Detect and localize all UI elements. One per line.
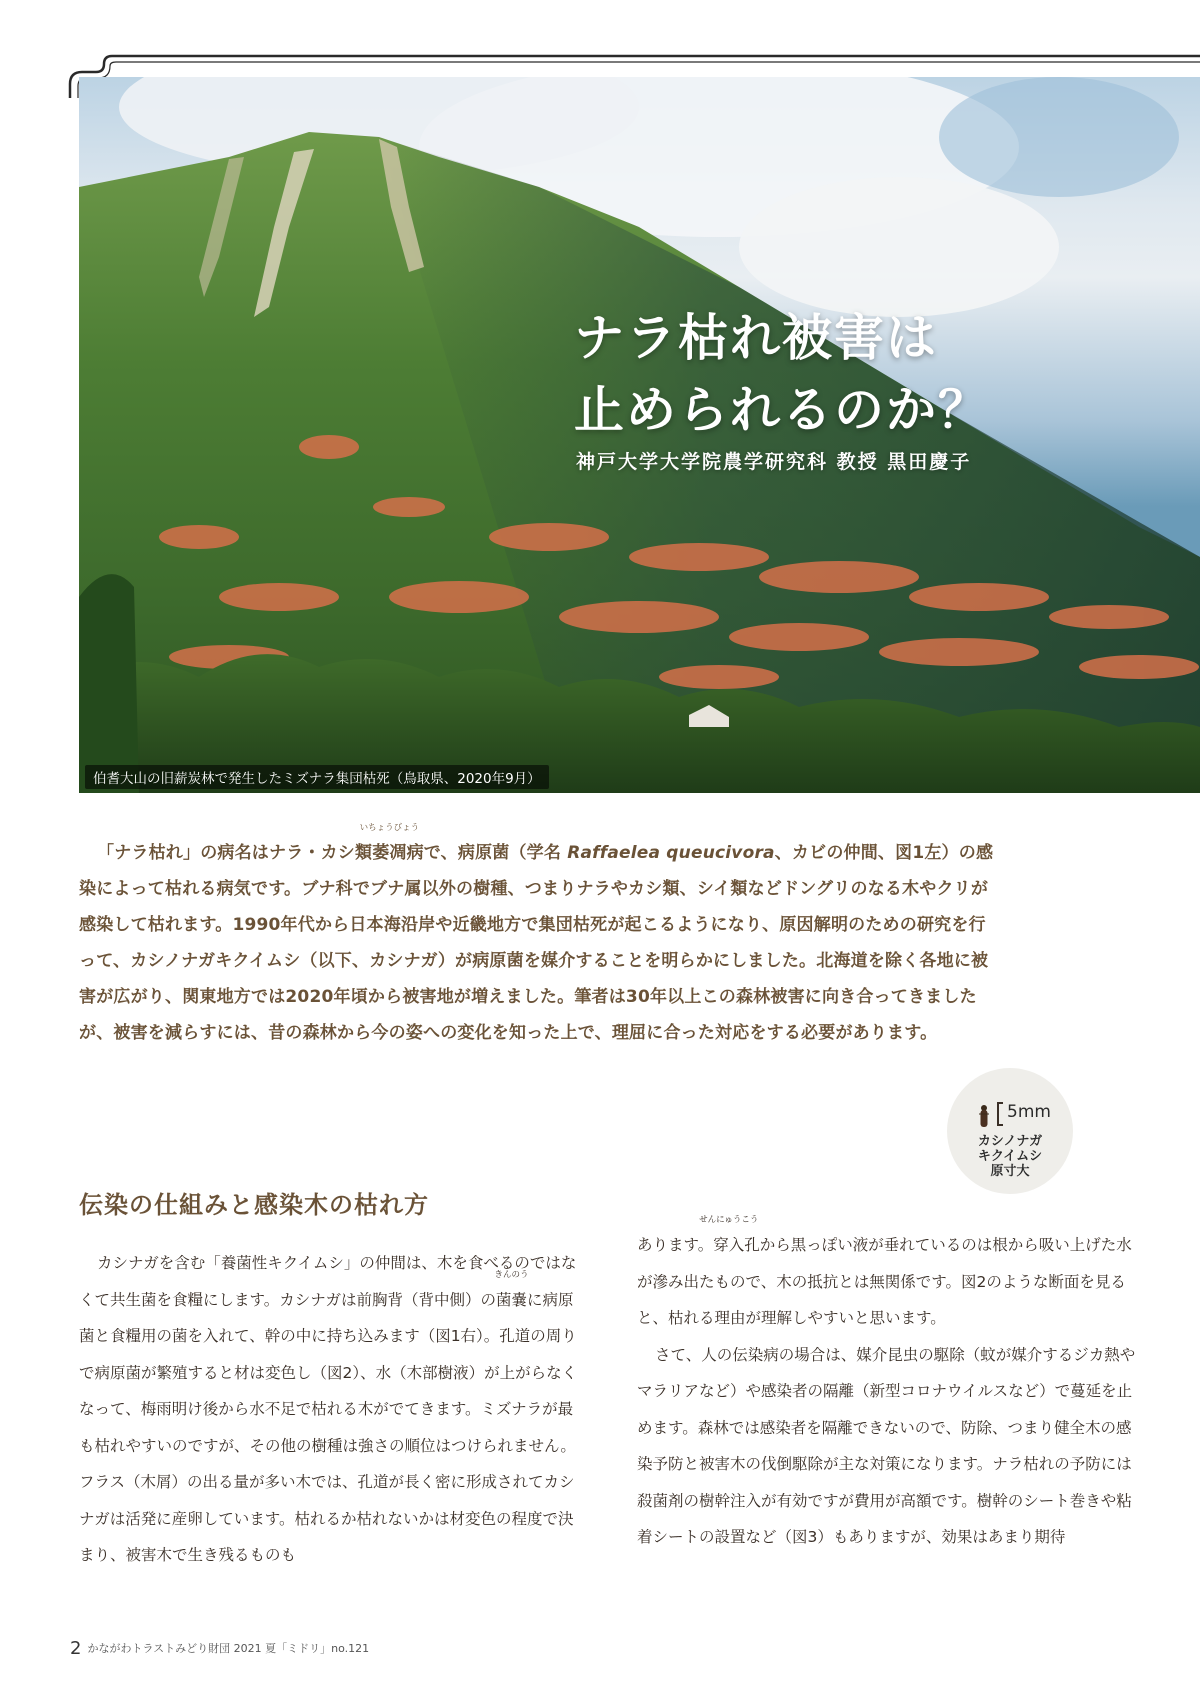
ruby-kinnou-reading: きんのう bbox=[494, 1269, 529, 1280]
page-number: 2 bbox=[70, 1638, 82, 1659]
section-heading: 伝染の仕組みと感染木の枯れ方 bbox=[79, 1191, 429, 1219]
intro-text-1: 「ナラ枯れ」の病名はナラ・カシ類 bbox=[97, 843, 373, 863]
body-column-left bbox=[79, 1245, 579, 1574]
ruby-sennyuu-reading: せんにゅうこう bbox=[699, 1215, 759, 1225]
right-paragraph-2 bbox=[637, 1337, 1137, 1556]
scale-bar bbox=[997, 1102, 1003, 1126]
left-text-1: カシナガを含む「養菌性キクイムシ」の仲間は、木を食べるのではなくて共生菌を食糧にします。カシナガは前胸背（背中側）の bbox=[79, 1254, 577, 1309]
beetle-icon bbox=[977, 1103, 991, 1129]
right-text-3: さて、人の伝染病の場合は、媒介昆虫の駆除（蚊が媒介するジカ熱やマラリアなど）や感染者の隔離（新型コロナウイルスなど）で蔓延を止めます。森林では感染者を隔離できないので、防除、つまり健全木の感染予防と被害木の伐倒駆除が主な対策になります。ナラ枯れの予防には殺菌剤の樹幹注入が有効ですが費用が高額です。樹幹のシート巻きや粘着シートの設置など（図3）もありますが、効果はあまり期待 bbox=[637, 1345, 1136, 1546]
ruby-ichou-reading: いちょうびょう bbox=[359, 823, 420, 833]
beetle-label-line1: カシノナガ bbox=[977, 1134, 1043, 1149]
body-column-right bbox=[637, 1215, 1137, 1556]
article-author: 神戸大学大学院農学研究科 教授 黒田慶子 bbox=[576, 451, 972, 473]
ruby-ichou-base: 萎凋 bbox=[372, 843, 407, 863]
intro-text-3: 、カビの仲間、図1左）の感染によって枯れる病気です。ブナ科でブナ属以外の樹種、つまりナラやカシ類、シイ類などドングリのなる木やクリが感染して枯れます。1990年代から日本海沿岸や近畿地方で集団枯死が起こるようになり、原因解明のための研究を行って、カシノナガキクイムシ（以下、カシナガ）が病原菌を媒介することを明らかにしました。北海道を除く各地に被害が広がり、関東地方では2020年頃から被害地が増えました。筆者は30年以上この森林被害に向き合ってきましたが、被害を減らすには、昔の森林から今の姿への変化を知った上で、理屈に合った対応をする必要があります。 bbox=[79, 843, 994, 1043]
ruby-ichou bbox=[359, 823, 420, 871]
beetle-scale bbox=[955, 1100, 1065, 1130]
photo-caption: 伯耆大山の旧薪炭林で発生したミズナラ集団枯死（鳥取県、2020年9月） bbox=[85, 765, 549, 789]
beetle-label-line2: キクイムシ bbox=[977, 1149, 1043, 1164]
ruby-kinnou bbox=[494, 1269, 529, 1319]
right-text-2: 孔から黒っぽい液が垂れているのは根から吸い上げた水が滲み出たもので、木の抵抗とは無関係です。図2のような断面を見ると、枯れる理由が理解しやすいと思います。 bbox=[637, 1236, 1132, 1327]
beetle-label bbox=[947, 1134, 1073, 1179]
ruby-sennyuu bbox=[699, 1215, 759, 1264]
hero-photo bbox=[79, 77, 1200, 793]
page-footer bbox=[70, 1638, 369, 1659]
intro-paragraph bbox=[79, 823, 999, 1051]
left-paragraph bbox=[79, 1245, 579, 1574]
article-title bbox=[574, 302, 990, 446]
left-text-2: に病原菌と食糧用の菌を入れて、幹の中に持ち込みます（図1右）。孔道の周りで病原菌が繁殖すると材は変色し（図2）、水（木部樹液）が上がらなくなって、梅雨明け後から水不足で枯れる木がでてきます。ミズナラが最も枯れやすいのですが、その他の樹種は強さの順位はつけられません。フラス（木屑）の出る量が多い木では、孔道が長く密に形成されてカシナガは活発に産卵しています。枯れるか枯れないかは材変色の程度で決まり、被害木で生き残るものも bbox=[79, 1290, 578, 1564]
article-title-line2: 止められるのか？ bbox=[574, 381, 990, 439]
article-title-line1: ナラ枯れ被害は bbox=[574, 309, 938, 367]
ruby-sennyuu-base: 穿入 bbox=[713, 1236, 745, 1254]
scientific-name: Raffaelea queucivora bbox=[567, 843, 775, 863]
right-text-1: あります。 bbox=[637, 1236, 714, 1254]
beetle-label-line3: 原寸大 bbox=[990, 1164, 1030, 1179]
intro-text-2: 病で、病原菌（学名 bbox=[406, 843, 568, 863]
beetle-size-badge bbox=[947, 1068, 1073, 1194]
right-paragraph-1 bbox=[637, 1215, 1137, 1337]
scale-label: 5mm bbox=[1007, 1102, 1051, 1122]
ruby-kinnou-base: 菌嚢 bbox=[495, 1290, 527, 1309]
publication-info: かながわトラストみどり財団 2021 夏「ミドリ」no.121 bbox=[87, 1642, 370, 1655]
